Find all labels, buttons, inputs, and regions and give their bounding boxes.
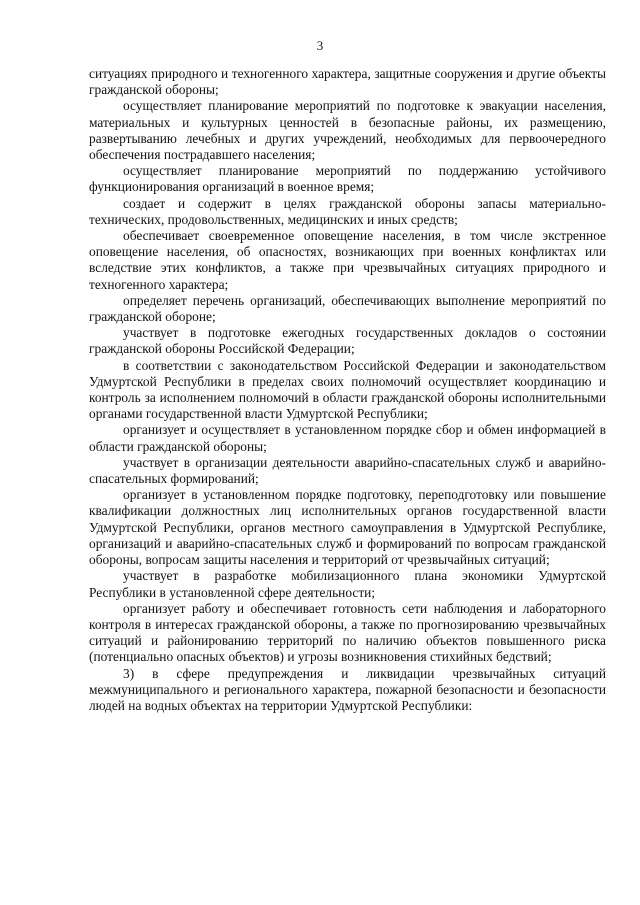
paragraph: организует работу и обеспечивает готовность сети наблюдения и лабораторного контроля в интересах гражданской обороны, а также по прогнозированию чрезвычайных ситуаций и районированию территорий по наличию объектов повышенного риска (потенциально опасных объектов) и угрозы возникновения стихийных бедствий; <box>89 600 606 665</box>
paragraph: обеспечивает своевременное оповещение населения, в том числе экстренное оповещение населения, об опасностях, возникающих при военных конфликтах или вследствие этих конфликтов, а также при чрезвычайных ситуациях природного и техногенного характера; <box>89 228 606 292</box>
paragraph: 3) в сфере предупреждения и ликвидации чрезвычайных ситуаций межмуниципального и регионального характера, пожарной безопасности и безопасности людей на водных объектах на территории Удмуртской Республики: <box>89 665 606 713</box>
paragraph: ситуациях природного и техногенного характера, защитные сооружения и другие объекты гражданской обороны; <box>89 66 606 98</box>
paragraph: участвует в подготовке ежегодных государственных докладов о состоянии гражданской обороны Российской Федерации; <box>89 325 606 357</box>
paragraph: в соответствии с законодательством Российской Федерации и законодательством Удмуртской Республики в пределах своих полномочий осуществляет координацию и контроль за исполнением полномочий в области гражданской обороны исполнительными органами государственной власти Удмуртской Республики; <box>89 357 606 422</box>
paragraph: осуществляет планирование мероприятий по подготовке к эвакуации населения, материальных и культурных ценностей в безопасные районы, их размещению, развертыванию лечебных и других учреждений, необходимых для первоочередного обеспечения пострадавшего населения; <box>89 98 606 163</box>
paragraph: создает и содержит в целях гражданской обороны запасы материально-технических, продовольственных, медицинских и иных средств; <box>89 195 606 227</box>
document-body <box>89 66 606 714</box>
paragraph: участвует в разработке мобилизационного плана экономики Удмуртской Республики в установленной сфере деятельности; <box>89 568 606 600</box>
paragraph: осуществляет планирование мероприятий по поддержанию устойчивого функционирования организаций в военное время; <box>89 163 606 195</box>
page-number: 3 <box>316 38 324 53</box>
paragraph: организует и осуществляет в установленном порядке сбор и обмен информацией в области гражданской обороны; <box>89 422 606 454</box>
paragraph: участвует в организации деятельности аварийно-спасательных служб и аварийно-спасательных формирований; <box>89 454 606 487</box>
paragraph: организует в установленном порядке подготовку, переподготовку или повышение квалификации должностных лиц исполнительных органов государственной власти Удмуртской Республики, органов местного самоуправления в Удмуртской Республике, организаций и аварийно-спасательных служб и формирований по вопросам гражданской обороны, вопросам защиты населения и территорий от чрезвычайных ситуаций; <box>89 487 606 568</box>
paragraph: определяет перечень организаций, обеспечивающих выполнение мероприятий по гражданской обороне; <box>89 292 606 325</box>
